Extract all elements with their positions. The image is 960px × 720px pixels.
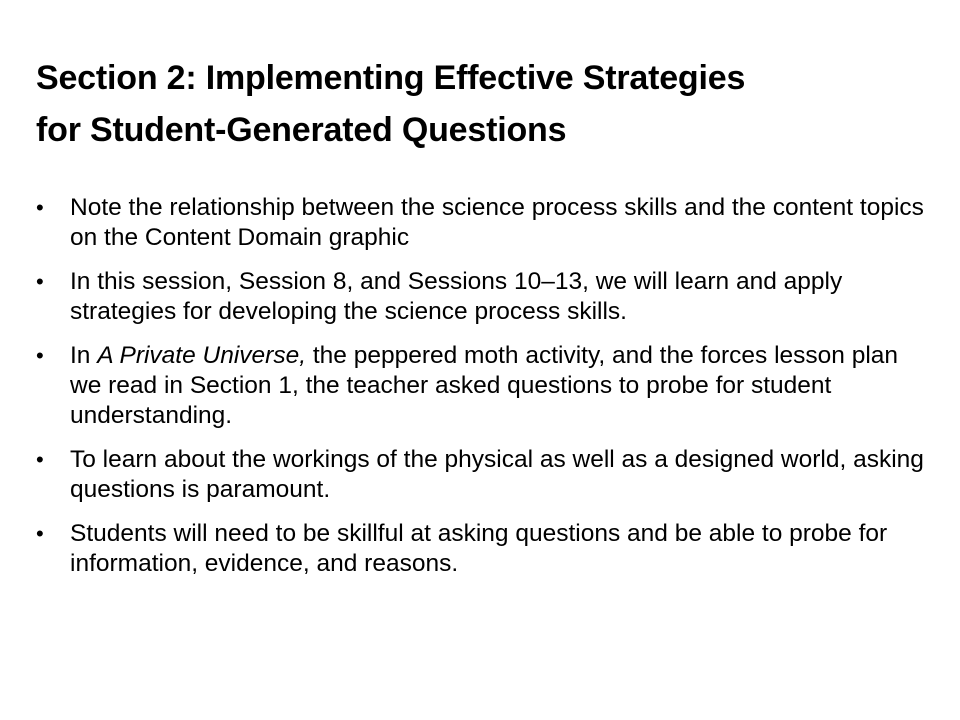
bullet-item-4: [36, 445, 936, 505]
bullet-marker: •: [36, 447, 44, 472]
bullet-text-suffix: the peppered moth activity, and the forces lesson plan we read in Section 1, the teacher asked questions to probe for student understanding.: [70, 342, 899, 429]
bullet-text: Students will need to be skillful at asking questions and be able to probe for information, evidence, and reasons.: [70, 520, 888, 577]
bullet-item-1: [36, 193, 936, 253]
bullet-marker: •: [36, 269, 44, 294]
bullet-marker: •: [36, 521, 44, 546]
title-line-1: Section 2: Implementing Effective Strategies: [36, 59, 746, 97]
bullet-marker: •: [36, 343, 44, 368]
bullet-text: To learn about the workings of the physical as well as a designed world, asking questions is paramount.: [70, 446, 924, 503]
bullet-text: Note the relationship between the science process skills and the content topics on the Content Domain graphic: [70, 194, 924, 251]
title-line-2: for Student-Generated Questions: [36, 111, 567, 149]
bullet-item-2: [36, 267, 936, 327]
bullet-list: [36, 193, 936, 593]
bullet-marker: •: [36, 195, 44, 220]
bullet-text-prefix: In: [70, 342, 98, 369]
slide-title: [36, 52, 936, 156]
bullet-item-3: [36, 341, 936, 431]
bullet-text-emphasis: A Private Universe,: [97, 342, 307, 369]
bullet-text: In this session, Session 8, and Sessions 10–13, we will learn and apply strategies for developing the science process skills.: [70, 268, 843, 325]
bullet-item-5: [36, 519, 936, 579]
